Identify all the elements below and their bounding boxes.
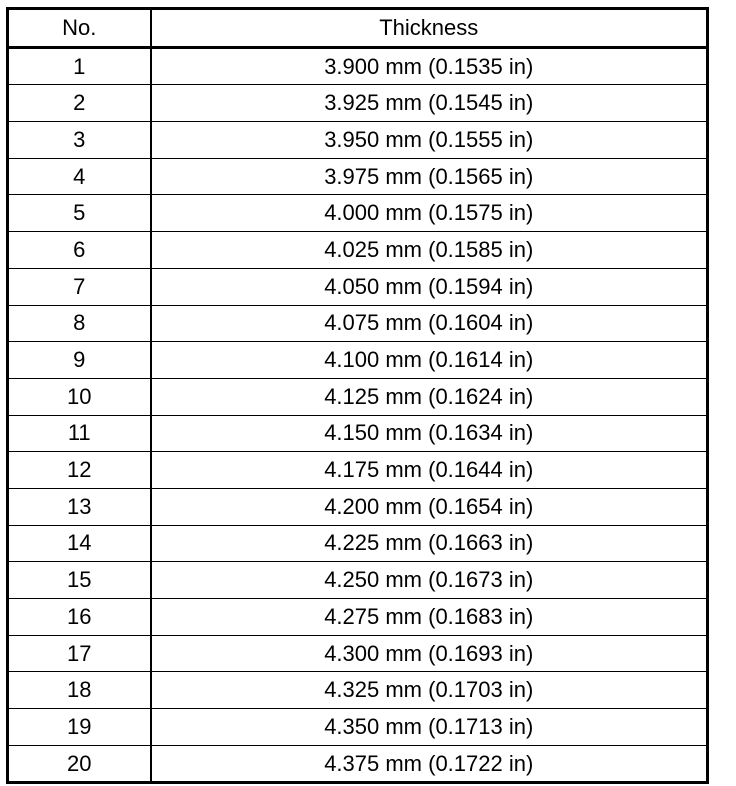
cell-no: 14 bbox=[8, 525, 151, 562]
cell-thickness: 4.075 mm (0.1604 in) bbox=[151, 305, 708, 342]
cell-no: 8 bbox=[8, 305, 151, 342]
cell-no: 5 bbox=[8, 195, 151, 232]
table-header bbox=[8, 9, 708, 48]
header-thickness: Thickness bbox=[151, 9, 708, 48]
table-row bbox=[8, 122, 708, 159]
cell-thickness: 4.325 mm (0.1703 in) bbox=[151, 672, 708, 709]
cell-no: 15 bbox=[8, 562, 151, 599]
cell-no: 16 bbox=[8, 599, 151, 636]
cell-thickness: 4.050 mm (0.1594 in) bbox=[151, 268, 708, 305]
table-row bbox=[8, 599, 708, 636]
cell-thickness: 4.150 mm (0.1634 in) bbox=[151, 415, 708, 452]
cell-thickness: 4.250 mm (0.1673 in) bbox=[151, 562, 708, 599]
table-row bbox=[8, 305, 708, 342]
table-row bbox=[8, 525, 708, 562]
cell-no: 12 bbox=[8, 452, 151, 489]
cell-no: 6 bbox=[8, 232, 151, 269]
table-row bbox=[8, 415, 708, 452]
cell-thickness: 3.900 mm (0.1535 in) bbox=[151, 47, 708, 85]
thickness-table bbox=[6, 7, 709, 784]
cell-thickness: 4.025 mm (0.1585 in) bbox=[151, 232, 708, 269]
table-row bbox=[8, 158, 708, 195]
table-row bbox=[8, 562, 708, 599]
table-row bbox=[8, 195, 708, 232]
table-row bbox=[8, 488, 708, 525]
cell-thickness: 3.925 mm (0.1545 in) bbox=[151, 85, 708, 122]
cell-no: 3 bbox=[8, 122, 151, 159]
cell-no: 1 bbox=[8, 47, 151, 85]
cell-no: 10 bbox=[8, 378, 151, 415]
table-row bbox=[8, 232, 708, 269]
cell-no: 17 bbox=[8, 635, 151, 672]
table-row bbox=[8, 672, 708, 709]
cell-thickness: 4.125 mm (0.1624 in) bbox=[151, 378, 708, 415]
cell-no: 4 bbox=[8, 158, 151, 195]
table-row bbox=[8, 47, 708, 85]
table-row bbox=[8, 268, 708, 305]
cell-thickness: 4.275 mm (0.1683 in) bbox=[151, 599, 708, 636]
cell-thickness: 4.100 mm (0.1614 in) bbox=[151, 342, 708, 379]
cell-no: 9 bbox=[8, 342, 151, 379]
cell-no: 11 bbox=[8, 415, 151, 452]
cell-thickness: 4.200 mm (0.1654 in) bbox=[151, 488, 708, 525]
table-body bbox=[8, 47, 708, 783]
cell-thickness: 4.300 mm (0.1693 in) bbox=[151, 635, 708, 672]
cell-thickness: 4.000 mm (0.1575 in) bbox=[151, 195, 708, 232]
cell-thickness: 4.350 mm (0.1713 in) bbox=[151, 709, 708, 746]
cell-no: 13 bbox=[8, 488, 151, 525]
table-row bbox=[8, 85, 708, 122]
cell-thickness: 4.225 mm (0.1663 in) bbox=[151, 525, 708, 562]
table-row bbox=[8, 745, 708, 783]
table-row bbox=[8, 342, 708, 379]
table-row bbox=[8, 709, 708, 746]
cell-no: 20 bbox=[8, 745, 151, 783]
cell-thickness: 4.175 mm (0.1644 in) bbox=[151, 452, 708, 489]
cell-no: 2 bbox=[8, 85, 151, 122]
table-row bbox=[8, 378, 708, 415]
cell-thickness: 3.950 mm (0.1555 in) bbox=[151, 122, 708, 159]
header-no: No. bbox=[8, 9, 151, 48]
header-row bbox=[8, 9, 708, 48]
cell-no: 18 bbox=[8, 672, 151, 709]
cell-thickness: 4.375 mm (0.1722 in) bbox=[324, 750, 534, 776]
cell-no: 19 bbox=[8, 709, 151, 746]
cell-thickness: 3.975 mm (0.1565 in) bbox=[151, 158, 708, 195]
cell-no: 7 bbox=[8, 268, 151, 305]
table-row bbox=[8, 635, 708, 672]
table-row bbox=[8, 452, 708, 489]
